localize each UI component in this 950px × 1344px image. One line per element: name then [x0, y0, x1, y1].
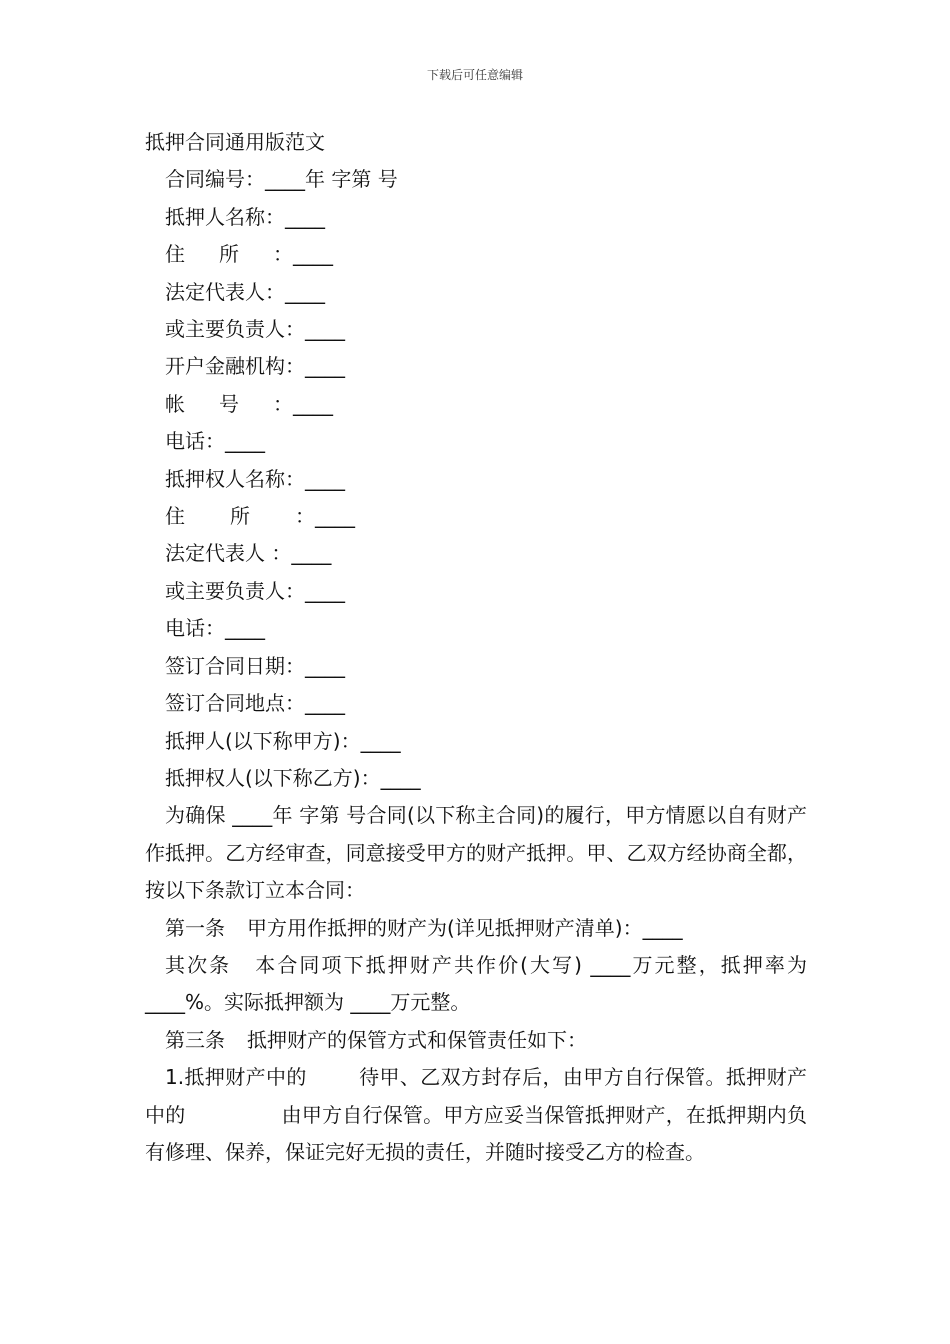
- article-number: 第一条: [165, 915, 225, 940]
- field-value: ____: [291, 541, 332, 566]
- article-text: 本合同项下抵押财产共作价(大写) ____万元整，抵押率为 ____%。实际抵押额为 ____万元整。: [145, 952, 807, 1015]
- field-mortgagee-responsible: [145, 573, 807, 610]
- field-value: ____: [305, 691, 345, 716]
- field-value: ____: [380, 765, 421, 790]
- field-mortgagor-phone: [145, 423, 807, 460]
- field-label: 签订合同地点：: [165, 691, 305, 716]
- field-label: 抵押人(以下称甲方)：: [165, 728, 361, 753]
- field-account: [145, 386, 807, 423]
- field-value: ____: [305, 578, 345, 603]
- field-mortgagor-address: [145, 236, 807, 273]
- document-title: 抵押合同通用版范文: [145, 130, 325, 154]
- field-value: ____: [293, 242, 333, 267]
- field-value: ____: [305, 653, 345, 678]
- field-value: ____: [305, 317, 345, 342]
- field-label: 签订合同日期：: [165, 653, 305, 678]
- field-sign-date: [145, 648, 807, 685]
- field-label: 电话：: [165, 429, 225, 454]
- field-label: 帐号：: [165, 391, 293, 416]
- field-label: 住所：: [165, 242, 293, 267]
- clause-1: [145, 1059, 807, 1171]
- field-mortgagor-legal-rep: [145, 274, 807, 311]
- field-party-b: [145, 760, 807, 797]
- page-header: 下载后可任意编辑: [426, 68, 523, 82]
- field-label: 法定代表人 ：: [165, 541, 292, 566]
- field-label: 抵押权人名称：: [165, 466, 305, 491]
- intro-paragraph: 为确保 ____年 字第 号合同(以下称主合同)的履行，甲方情愿以自有财产作抵押。乙方经审查，同意接受甲方的财产抵押。甲、乙双方经协商全都，按以下条款订立本合同：: [145, 803, 807, 903]
- article-2: [145, 947, 807, 1022]
- field-value: ____: [315, 504, 355, 529]
- field-value: ____: [293, 391, 333, 416]
- field-label: 开户金融机构：: [165, 354, 305, 379]
- field-value: ____: [225, 429, 265, 454]
- field-value: ____: [305, 354, 345, 379]
- field-mortgagee-name: [145, 461, 807, 498]
- field-label: 合同编号：: [165, 167, 265, 192]
- field-mortgagee-legal-rep: [145, 535, 807, 572]
- article-text: 抵押财产的保管方式和保管责任如下：: [247, 1027, 587, 1052]
- clause-part: 1.抵押财产中的: [165, 1065, 307, 1090]
- clause-part: 待甲、乙双方封存后，由甲方自行保管。抵押财产中的: [145, 1065, 807, 1127]
- field-bank: [145, 348, 807, 385]
- article-text: 甲方用作抵押的财产为(详见抵押财产清单)：____: [247, 915, 683, 940]
- article-3: [145, 1022, 807, 1059]
- field-mortgagor-name: [145, 199, 807, 236]
- document-body: [145, 124, 807, 1171]
- field-value: ____: [225, 616, 265, 641]
- clause-part: 由甲方自行保管。甲方应妥当保管抵押财产，在抵押期内负有修理、保养，保证完好无损的责任，并随时接受乙方的检查。: [145, 1102, 808, 1164]
- field-party-a: [145, 723, 807, 760]
- field-label: 抵押权人(以下称乙方)：: [165, 765, 381, 790]
- field-label: 抵押人名称：: [165, 204, 285, 229]
- field-label: 或主要负责人：: [165, 317, 305, 342]
- article-1: [145, 910, 807, 947]
- field-value: ____: [360, 728, 401, 753]
- field-label: 或主要负责人：: [165, 578, 305, 603]
- field-mortgagee-phone: [145, 610, 807, 647]
- field-label: 住所：: [165, 504, 315, 529]
- field-value: ____年 字第 号: [265, 167, 398, 192]
- field-mortgagee-address: [145, 498, 807, 535]
- field-sign-place: [145, 685, 807, 722]
- field-label: 法定代表人：: [165, 279, 285, 304]
- article-number: 第三条: [165, 1027, 225, 1052]
- field-mortgagor-responsible: [145, 311, 807, 348]
- field-value: ____: [305, 466, 345, 491]
- field-value: ____: [285, 204, 325, 229]
- article-number: 其次条: [165, 952, 232, 977]
- field-value: ____: [285, 279, 325, 304]
- field-contract-number: [145, 161, 807, 198]
- field-label: 电话：: [165, 616, 225, 641]
